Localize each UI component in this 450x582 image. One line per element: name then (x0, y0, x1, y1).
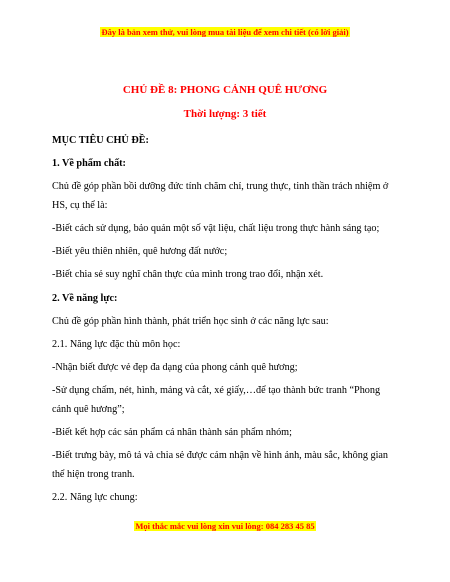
general-competencies-heading: 2.2. Năng lực chung: (52, 492, 138, 503)
contact-text: Mọi thắc mắc vui lòng xin vui lòng: 084 283 45 85 (135, 521, 315, 531)
qualities-heading: 1. Về phẩm chất: (52, 158, 126, 169)
contact-banner (0, 520, 450, 532)
specific-item-3: -Biết kết hợp các sản phẩm cá nhân thành sản phẩm nhóm; (52, 427, 292, 438)
quality-item-2: -Biết yêu thiên nhiên, quê hương đất nước; (52, 246, 228, 257)
quality-item-1: -Biết cách sử dụng, bảo quản một số vật liệu, chất liệu trong thực hành sáng tạo; (52, 223, 380, 234)
specific-item-1: -Nhận biết được vẻ đẹp đa dạng của phong cảnh quê hương; (52, 362, 298, 373)
preview-notice-text: Đây là bản xem thử, vui lòng mua tài liệu để xem chi tiết (có lời giải) (101, 27, 349, 37)
specific-item-2-line-1: -Sử dụng chấm, nét, hình, mảng và cắt, xé giấy,…để tạo thành bức tranh “Phong (52, 385, 381, 396)
objectives-heading: MỤC TIÊU CHỦ ĐỀ: (52, 135, 149, 146)
specific-item-2-line-2: cảnh quê hương”; (52, 404, 125, 415)
specific-item-4-line-2: thể hiện trong tranh. (52, 469, 135, 480)
quality-item-3: -Biết chia sẻ suy nghĩ chân thực của mình trong trao đổi, nhận xét. (52, 269, 324, 280)
qualities-intro-line-2: HS, cụ thể là: (52, 200, 108, 211)
competencies-heading: 2. Về năng lực: (52, 293, 118, 304)
qualities-intro-line-1: Chủ đề góp phần bồi dưỡng đức tính chăm chỉ, trung thực, tinh thần trách nhiệm ở (52, 181, 389, 192)
preview-notice-banner (0, 26, 450, 38)
competencies-intro: Chủ đề góp phần hình thành, phát triển học sinh ở các năng lực sau: (52, 316, 329, 327)
specific-item-4-line-1: -Biết trưng bày, mô tả và chia sẻ được cảm nhận về hình ảnh, màu sắc, không gian (52, 450, 389, 461)
document-title: CHỦ ĐỀ 8: PHONG CẢNH QUÊ HƯƠNG (122, 84, 328, 96)
document-duration: Thời lượng: 3 tiết (183, 108, 267, 120)
specific-competencies-heading: 2.1. Năng lực đặc thù môn học: (52, 339, 181, 350)
